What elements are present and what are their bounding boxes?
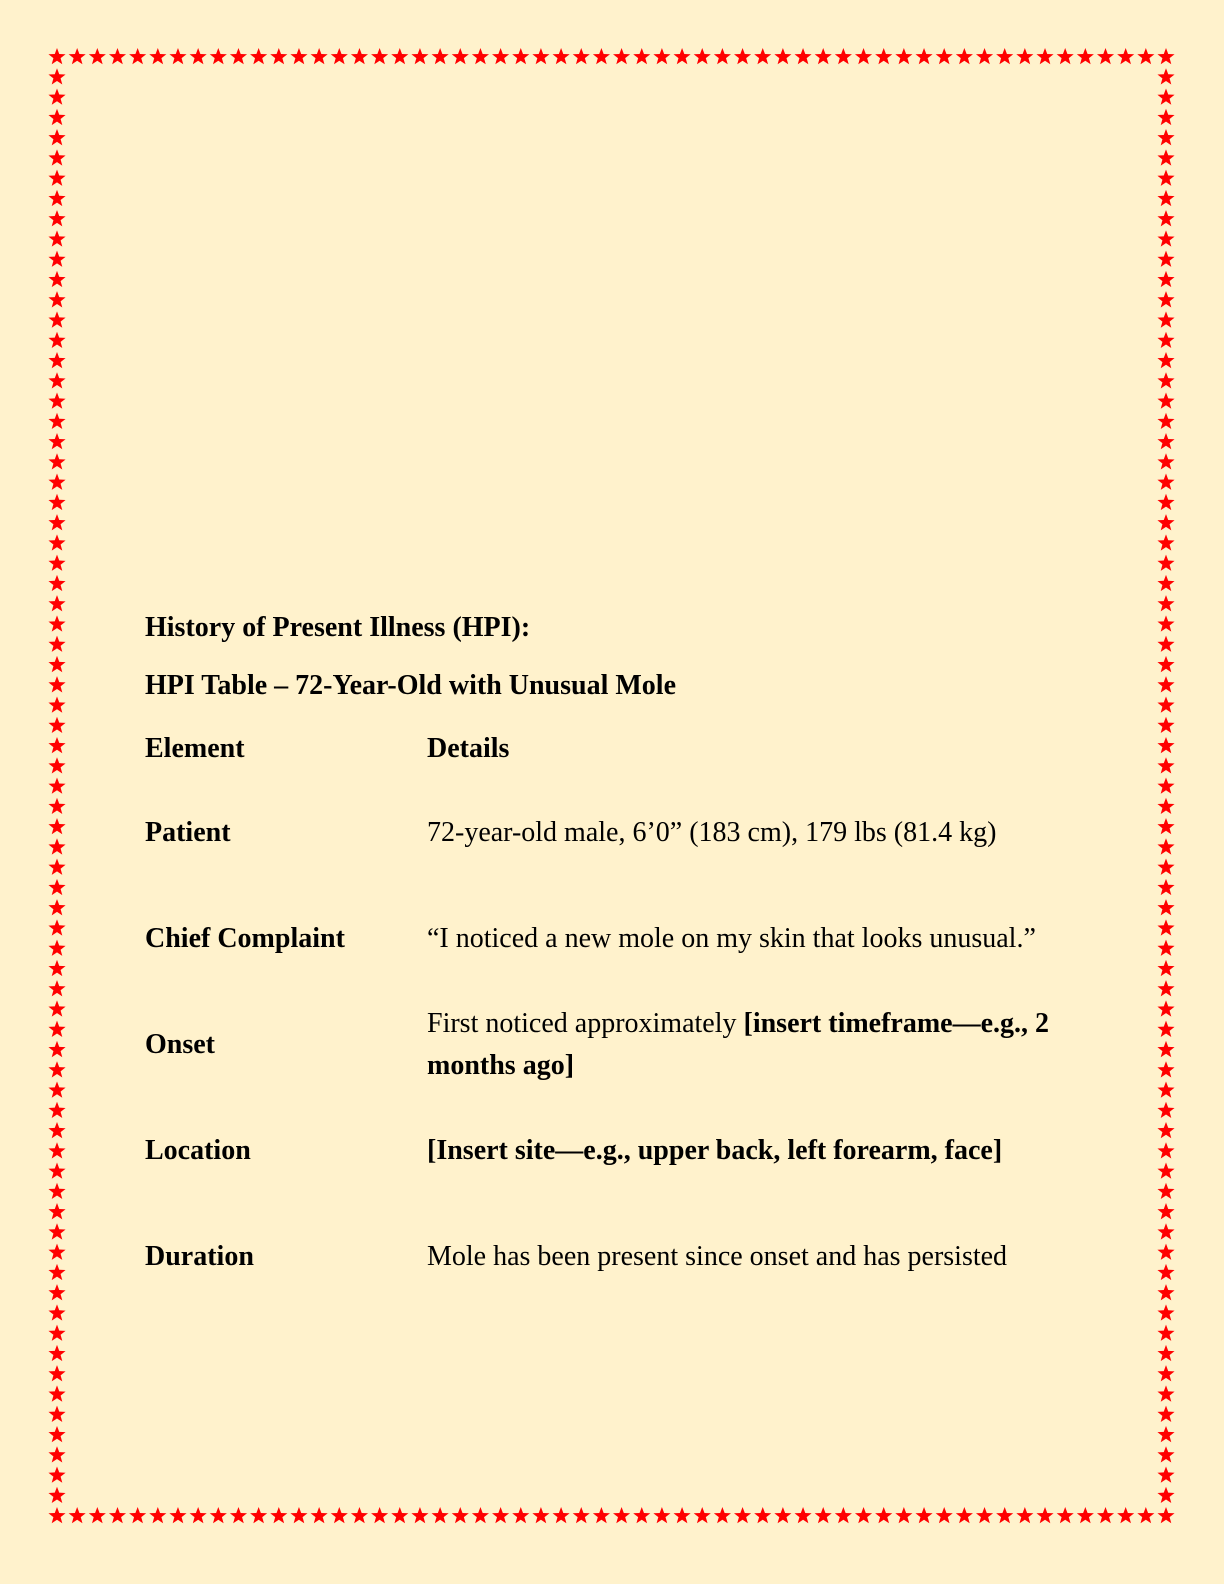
border-star-icon [48,1021,65,1037]
border-star-icon [1157,190,1174,206]
table-title: HPI Table – 72-Year-Old with Unusual Mole [145,670,677,701]
border-star-icon [48,48,65,64]
border-star-icon [169,48,186,64]
table-row-onset [145,992,1067,1098]
border-star-icon [270,48,287,64]
border-star-icon [1157,1081,1174,1097]
border-star-icon [1157,555,1174,571]
border-star-icon [48,170,65,186]
border-star-icon [129,48,146,64]
border-star-icon [1036,48,1053,64]
border-star-icon [875,1507,892,1523]
border-star-icon [1157,1142,1174,1158]
border-star-icon [1157,1264,1174,1280]
border-star-icon [1157,1385,1174,1401]
border-star-icon [411,48,428,64]
border-star-icon [472,1507,489,1523]
details-bold-text: [Insert site—e.g., upper back, left forearm, face] [427,1135,1003,1166]
border-star-icon [48,332,65,348]
border-star-icon [48,230,65,246]
border-star-icon [48,838,65,854]
border-star-icon [472,48,489,64]
border-star-icon [48,352,65,368]
border-star-icon [1157,859,1174,875]
border-star-icon [48,1183,65,1199]
border-star-icon [48,474,65,490]
border-star-icon [1057,1507,1074,1523]
border-star-icon [1157,696,1174,712]
border-star-icon [714,1507,731,1523]
border-star-icon [1157,1466,1174,1482]
border-star-icon [1157,1122,1174,1138]
border-star-icon [915,48,932,64]
border-star-icon [48,1325,65,1341]
border-star-icon [1157,474,1174,490]
border-star-icon [915,1507,932,1523]
hpi-heading: History of Present Illness (HPI): [145,612,531,643]
border-star-icon [1157,291,1174,307]
border-star-icon [1157,778,1174,794]
border-star-icon [48,1061,65,1077]
border-star-icon [48,109,65,125]
border-star-icon [48,899,65,915]
border-star-icon [290,1507,307,1523]
border-star-icon [1157,615,1174,631]
border-star-icon [936,48,953,64]
border-star-icon [89,48,106,64]
border-star-icon [1157,68,1174,84]
border-star-icon [1016,48,1033,64]
border-star-icon [1157,575,1174,591]
border-star-icon [1157,1244,1174,1260]
border-star-icon [1157,352,1174,368]
border-star-icon [976,1507,993,1523]
border-star-icon [250,1507,267,1523]
border-star-icon [1157,595,1174,611]
border-star-icon [290,48,307,64]
border-star-icon [48,129,65,145]
border-star-icon [512,48,529,64]
hpi-table [145,718,1067,1310]
border-star-icon [1157,798,1174,814]
border-star-icon [48,514,65,530]
border-star-icon [432,48,449,64]
table-row-chief-complaint [145,886,1067,992]
border-star-icon [553,48,570,64]
border-star-icon [1157,210,1174,226]
table-row-duration [145,1204,1067,1310]
border-star-icon [1157,1223,1174,1239]
border-star-icon [1157,89,1174,105]
border-star-icon [48,1244,65,1260]
border-star-icon [492,1507,509,1523]
border-star-icon [1157,514,1174,530]
border-star-icon [391,48,408,64]
border-star-icon [48,1446,65,1462]
border-star-icon [48,190,65,206]
border-star-icon [89,1507,106,1523]
border-star-icon [190,1507,207,1523]
border-star-icon [613,48,630,64]
border-star-icon [774,48,791,64]
border-star-icon [1157,919,1174,935]
border-star-icon [109,48,126,64]
border-star-icon [674,1507,691,1523]
border-star-icon [149,1507,166,1523]
border-star-icon [1157,717,1174,733]
border-star-icon [1157,656,1174,672]
border-star-icon [48,1041,65,1057]
border-star-icon [1157,433,1174,449]
border-star-icon [895,1507,912,1523]
header-details: Details [427,733,510,764]
border-star-icon [48,940,65,956]
row-details [427,886,1067,992]
border-star-icon [169,1507,186,1523]
border-star-icon [48,291,65,307]
border-star-icon [1157,980,1174,996]
border-star-icon [48,960,65,976]
border-star-icon [532,48,549,64]
border-star-icon [48,1406,65,1422]
border-star-icon [48,1102,65,1118]
border-star-icon [48,433,65,449]
border-star-icon [69,1507,86,1523]
border-star-icon [1157,960,1174,976]
border-star-icon [331,48,348,64]
border-star-icon [875,48,892,64]
border-star-icon [593,1507,610,1523]
border-star-icon [1157,879,1174,895]
border-star-icon [674,48,691,64]
border-star-icon [250,48,267,64]
border-star-icon [653,1507,670,1523]
border-star-icon [1137,48,1154,64]
border-star-icon [1157,1426,1174,1442]
border-star-icon [1157,392,1174,408]
border-star-icon [230,48,247,64]
border-star-icon [1157,899,1174,915]
border-star-icon [48,1163,65,1179]
border-star-icon [48,1304,65,1320]
border-star-icon [48,534,65,550]
border-star-icon [956,48,973,64]
border-star-icon [1036,1507,1053,1523]
header-element: Element [145,733,245,764]
border-star-icon [532,1507,549,1523]
border-star-icon [1157,453,1174,469]
row-element: Patient [145,817,231,848]
border-star-icon [1157,818,1174,834]
border-star-icon [230,1507,247,1523]
border-star-icon [210,1507,227,1523]
row-details [427,1204,1067,1310]
details-bold-text: [insert timeframe—e.g., 2 months ago] [427,1008,1050,1081]
border-star-icon [1157,129,1174,145]
border-star-icon [48,717,65,733]
border-star-icon [371,1507,388,1523]
border-star-icon [694,1507,711,1523]
border-star-icon [593,48,610,64]
border-star-icon [633,1507,650,1523]
details-text: First noticed approximately [427,1008,744,1039]
border-star-icon [1157,494,1174,510]
border-star-icon [48,555,65,571]
border-star-icon [48,575,65,591]
border-star-icon [48,737,65,753]
border-star-icon [1157,332,1174,348]
border-star-icon [149,48,166,64]
border-star-icon [1157,251,1174,267]
border-star-icon [976,48,993,64]
border-star-icon [48,392,65,408]
border-star-icon [956,1507,973,1523]
border-star-icon [996,1507,1013,1523]
row-details [427,780,1067,886]
border-star-icon [1157,1203,1174,1219]
border-star-icon [1157,1183,1174,1199]
border-star-icon [694,48,711,64]
border-star-icon [1117,1507,1134,1523]
border-star-icon [1157,1304,1174,1320]
border-star-icon [1157,1507,1174,1523]
border-star-icon [48,251,65,267]
border-star-icon [573,1507,590,1523]
border-star-icon [653,48,670,64]
border-star-icon [48,1203,65,1219]
border-star-icon [190,48,207,64]
row-details [427,992,1067,1098]
border-star-icon [48,696,65,712]
border-star-icon [492,48,509,64]
border-star-icon [1057,48,1074,64]
border-star-icon [1157,170,1174,186]
border-star-icon [1157,1163,1174,1179]
border-star-icon [109,1507,126,1523]
border-star-icon [48,271,65,287]
border-star-icon [1157,413,1174,429]
border-star-icon [1157,940,1174,956]
border-star-icon [1157,1446,1174,1462]
border-star-icon [1157,48,1174,64]
border-star-icon [69,48,86,64]
border-star-icon [1157,757,1174,773]
border-star-icon [1157,1000,1174,1016]
border-star-icon [1016,1507,1033,1523]
border-star-icon [1077,48,1094,64]
border-star-icon [48,1466,65,1482]
row-element: Onset [145,1029,215,1060]
border-star-icon [855,1507,872,1523]
border-star-icon [815,48,832,64]
border-star-icon [48,595,65,611]
border-star-icon [48,413,65,429]
border-star-icon [1097,1507,1114,1523]
border-star-icon [1157,1345,1174,1361]
row-element: Duration [145,1241,254,1272]
border-star-icon [452,48,469,64]
border-star-icon [714,48,731,64]
border-star-icon [371,48,388,64]
border-star-icon [573,48,590,64]
border-star-icon [48,1223,65,1239]
border-star-icon [1157,271,1174,287]
border-star-icon [1157,1406,1174,1422]
border-star-icon [48,919,65,935]
border-star-icon [1157,1021,1174,1037]
border-star-icon [48,1081,65,1097]
border-star-icon [1157,311,1174,327]
border-star-icon [1117,48,1134,64]
border-star-icon [411,1507,428,1523]
border-star-icon [512,1507,529,1523]
details-text: “I noticed a new mole on my skin that looks unusual.” [427,923,1036,954]
border-star-icon [1157,1041,1174,1057]
border-star-icon [351,1507,368,1523]
border-star-icon [1157,838,1174,854]
border-star-icon [855,48,872,64]
border-star-icon [795,48,812,64]
border-star-icon [1157,1325,1174,1341]
border-star-icon [270,1507,287,1523]
border-star-icon [432,1507,449,1523]
border-star-icon [48,1284,65,1300]
border-star-icon [754,48,771,64]
border-star-icon [210,48,227,64]
border-star-icon [48,1264,65,1280]
border-star-icon [48,1507,65,1523]
border-star-icon [633,48,650,64]
border-star-icon [48,879,65,895]
border-star-icon [391,1507,408,1523]
border-star-icon [48,210,65,226]
border-star-icon [452,1507,469,1523]
row-element: Location [145,1135,251,1166]
border-star-icon [774,1507,791,1523]
border-star-icon [48,818,65,834]
border-star-icon [1157,230,1174,246]
border-star-icon [48,757,65,773]
border-star-icon [311,1507,328,1523]
border-star-icon [48,676,65,692]
border-star-icon [48,149,65,165]
border-star-icon [48,1142,65,1158]
table-header-row [145,718,1067,780]
border-star-icon [1157,737,1174,753]
border-star-icon [48,636,65,652]
table-row-patient [145,780,1067,886]
border-star-icon [835,48,852,64]
details-text: Mole has been present since onset and has persisted [427,1241,1008,1272]
border-star-icon [1137,1507,1154,1523]
border-star-icon [553,1507,570,1523]
border-star-icon [48,311,65,327]
border-star-icon [613,1507,630,1523]
border-star-icon [754,1507,771,1523]
border-star-icon [129,1507,146,1523]
border-star-icon [48,372,65,388]
border-star-icon [351,48,368,64]
border-star-icon [48,1000,65,1016]
border-star-icon [48,1122,65,1138]
border-star-icon [795,1507,812,1523]
border-star-icon [48,615,65,631]
border-star-icon [48,1365,65,1381]
details-text: 72-year-old male, 6’0” (183 cm), 179 lbs (81.4 kg) [427,817,997,848]
border-star-icon [48,656,65,672]
border-star-icon [1157,1487,1174,1503]
border-star-icon [835,1507,852,1523]
border-star-icon [1157,109,1174,125]
border-star-icon [1157,1284,1174,1300]
border-star-icon [1157,534,1174,550]
border-star-icon [1157,636,1174,652]
border-star-icon [48,859,65,875]
border-star-icon [48,798,65,814]
border-star-icon [48,453,65,469]
border-star-icon [48,89,65,105]
border-star-icon [734,48,751,64]
border-star-icon [895,48,912,64]
border-star-icon [1077,1507,1094,1523]
border-star-icon [48,1345,65,1361]
table-row-location [145,1098,1067,1204]
border-star-icon [48,778,65,794]
border-star-icon [48,1487,65,1503]
border-star-icon [1157,1365,1174,1381]
border-star-icon [48,1426,65,1442]
border-star-icon [1157,676,1174,692]
border-star-icon [311,48,328,64]
row-element: Chief Complaint [145,923,345,954]
border-star-icon [1157,1061,1174,1077]
border-star-icon [48,980,65,996]
border-star-icon [996,48,1013,64]
border-star-icon [1157,372,1174,388]
border-star-icon [48,68,65,84]
border-star-icon [48,1385,65,1401]
border-star-icon [1157,149,1174,165]
border-star-icon [936,1507,953,1523]
row-details [427,1098,1067,1204]
border-star-icon [331,1507,348,1523]
border-star-icon [1157,1102,1174,1118]
border-star-icon [1097,48,1114,64]
border-star-icon [815,1507,832,1523]
border-star-icon [734,1507,751,1523]
border-star-icon [48,494,65,510]
